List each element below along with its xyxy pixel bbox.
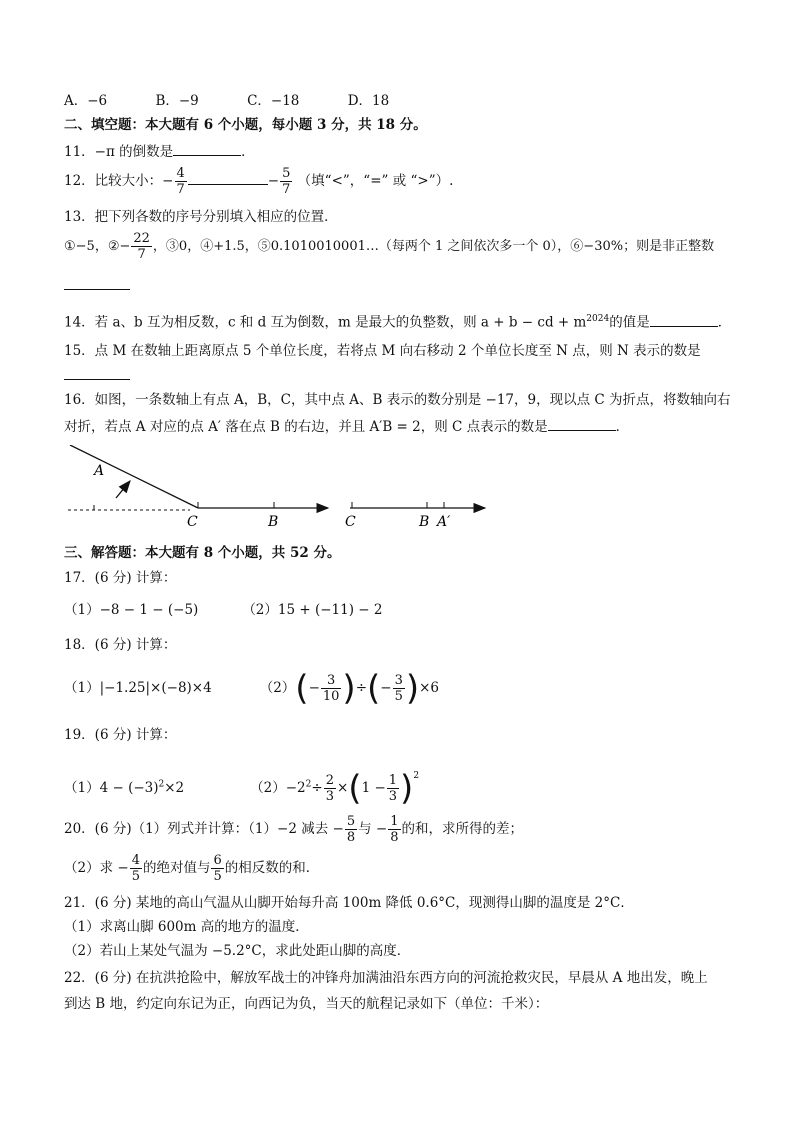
q18-post: ×6 xyxy=(419,680,440,696)
q14-post: 的值是 xyxy=(609,314,650,331)
denominator: 10 xyxy=(322,689,340,704)
numerator: 22 xyxy=(133,231,150,246)
question-16-line1: 16．如图，一条数轴上有点 A，B，C，其中点 A、B 表示的数分别是 −17，9，现以点 C 为折点，将数轴向右 xyxy=(64,392,731,408)
denominator: 3 xyxy=(325,789,334,804)
q11-end: ． xyxy=(241,144,255,160)
q20-l1-pre: 20．(6 分)（1）列式并计算：（1）−2 减去 − xyxy=(64,821,344,837)
numerator: 5 xyxy=(346,814,356,829)
numerator: 1 xyxy=(390,814,399,829)
question-13-line2 xyxy=(64,230,714,264)
fraction xyxy=(175,166,187,197)
q18-part-1: （1）|−1.25|×(−8)×4 xyxy=(64,680,212,696)
q20-line2 xyxy=(64,851,319,885)
left-paren: ( xyxy=(295,668,309,709)
right-paren: ) xyxy=(342,668,356,709)
right-paren: ) xyxy=(405,668,420,709)
q13-part-a: ①−5，②− xyxy=(64,239,131,254)
fold-arrow xyxy=(116,481,130,498)
q19-part-2-pre: （2）−2 xyxy=(250,780,306,796)
fraction xyxy=(393,673,405,704)
q16-text: 对折，若点 A 对应的点 A′ 落在点 B 的右边，并且 A′B = 2，则 C 点表示的数是 xyxy=(64,419,548,435)
fraction xyxy=(388,814,400,845)
denominator: 3 xyxy=(388,789,398,804)
question-16-line2 xyxy=(64,416,629,436)
q21-line1: 21．(6 分) 某地的高山气温从山脚开始每升高 100m 降低 0.6°C，现测得山脚的温度是 2°C． xyxy=(64,895,634,911)
denominator: 5 xyxy=(213,869,222,884)
fraction xyxy=(324,773,336,804)
denominator: 8 xyxy=(346,830,356,845)
q17-part-2: （2）15 + (−11) − 2 xyxy=(242,602,383,618)
label-a: A xyxy=(94,463,105,479)
choice-a: A．−6 xyxy=(64,93,108,109)
question-14 xyxy=(64,310,731,332)
numerator: 4 xyxy=(131,853,140,868)
raised-segment xyxy=(70,445,198,508)
answer-blank xyxy=(650,312,718,327)
q12-pre: 12．比较大小：− xyxy=(64,173,174,189)
choice-c: C．−18 xyxy=(247,93,300,109)
q19-parts xyxy=(64,756,419,808)
fraction xyxy=(130,853,142,884)
denominator: 7 xyxy=(176,182,185,197)
fraction xyxy=(131,231,152,262)
q21-line2: （1）求离山脚 600m 高的地方的温度． xyxy=(64,919,309,935)
q13-part-b: ，③0，④+1.5，⑤0.1010010001…（每两个 1 之间依次多一个 0），⑥−30%；则是非正整数 xyxy=(152,239,715,254)
fraction xyxy=(345,814,357,845)
fraction xyxy=(387,773,399,804)
q20-l1-mid: 与 − xyxy=(358,821,388,837)
left-paren: ( xyxy=(348,768,362,809)
q12-mid: − xyxy=(267,173,280,189)
number-line-figure xyxy=(60,445,500,535)
q14-exponent: 2024 xyxy=(586,314,610,324)
exponent: 2 xyxy=(158,779,165,790)
choice-d: D．18 xyxy=(347,93,390,109)
numerator: 3 xyxy=(321,673,342,689)
q18-part-2-label: （2） xyxy=(259,680,296,696)
q20-line1 xyxy=(64,812,523,846)
fraction xyxy=(321,673,342,704)
one-minus: 1 − xyxy=(361,780,386,796)
q12-post: （填“<”，“=” 或 “>”）. xyxy=(297,173,454,189)
section-2-heading: 二、填空题：本大题有 6 个小题，每小题 3 分，共 18 分。 xyxy=(64,117,427,133)
q18-title: 18．(6 分) 计算： xyxy=(64,637,177,653)
denominator: 7 xyxy=(282,182,291,197)
q18-parts: （1）|−1.25|×(−8)×4 （2）(− $\frac{3}{10}$ )÷(− $\frac{3}{5}$ )×6 xyxy=(64,668,440,709)
times-sign: × xyxy=(336,780,349,796)
q20-l2-mid: 的绝对值与 xyxy=(142,860,211,876)
numerator: 1 xyxy=(388,773,398,788)
numerator: 4 xyxy=(176,166,185,181)
answer-blank xyxy=(548,416,616,431)
q14-text: 14．若 a、b 互为相反数，c 和 d 互为倒数，m 是最大的负整数，则 a + b − cd + m xyxy=(64,314,587,331)
fraction xyxy=(280,166,292,197)
question-11 xyxy=(64,141,255,161)
label-c2: C xyxy=(345,514,356,530)
choice-b: B．−9 xyxy=(155,93,199,109)
question-15: 15．点 M 在数轴上距离原点 5 个单位长度，若将点 M 向右移动 2 个单位长度至 N 点，则 N 表示的数是 xyxy=(64,343,701,359)
numerator: 2 xyxy=(325,773,334,788)
q16-end: ． xyxy=(615,419,630,435)
label-c: C xyxy=(187,514,198,530)
numerator: 6 xyxy=(213,853,222,868)
denominator: 7 xyxy=(137,247,146,262)
answer-blank xyxy=(173,141,241,156)
q19-part-1-post: ×2 xyxy=(164,780,185,796)
q20-l2-post: 的相反数的和． xyxy=(224,860,320,876)
label-b: B xyxy=(268,514,279,530)
denominator: 8 xyxy=(390,830,399,845)
q17-title: 17．(6 分) 计算： xyxy=(64,570,177,586)
q14-end: ． xyxy=(717,314,732,331)
q21-line3: （2）若山上某处气温为 −5.2°C，求此处距山脚的高度． xyxy=(64,943,411,959)
label-a-prime: A′ xyxy=(437,514,451,530)
q17-parts xyxy=(64,601,382,619)
divide-sign: ÷ xyxy=(311,780,323,796)
section-3-heading: 三、解答题：本大题有 8 个小题，共 52 分。 xyxy=(64,545,341,561)
question-12 xyxy=(64,164,453,198)
denominator: 5 xyxy=(131,869,140,884)
q19-part-1: （1）4 − (−3) xyxy=(64,780,159,796)
answer-blank xyxy=(64,275,130,290)
divide-sign: ÷ xyxy=(355,680,367,696)
q22-line1: 22．(6 分) 在抗洪抢险中，解放军战士的冲锋舟加满油沿东西方向的河流抢救灾民，早晨从 A 地出发，晚上 xyxy=(64,970,708,986)
exponent: 2 xyxy=(413,771,420,781)
q20-l1-post: 的和，求所得的差； xyxy=(401,821,523,837)
label-b2: B xyxy=(419,514,430,530)
numerator: 5 xyxy=(282,166,291,181)
left-paren: ( xyxy=(367,668,381,709)
denominator: 5 xyxy=(394,689,403,704)
question-13-line1: 13．把下列各数的序号分别填入相应的位置． xyxy=(64,209,338,225)
answer-blank xyxy=(188,170,268,185)
choices-row xyxy=(64,92,389,110)
q19-title: 19．(6 分) 计算： xyxy=(64,727,177,743)
q22-line2: 到达 B 地，约定向东记为正，向西记为负，当天的航程记录如下（单位：千米）： xyxy=(64,996,549,1012)
q20-l2-pre: （2）求 − xyxy=(64,860,129,876)
numerator: 3 xyxy=(394,673,403,688)
q15-blank-line xyxy=(64,365,130,385)
q13-blank-line xyxy=(64,275,130,295)
right-paren: ) xyxy=(400,768,414,809)
fraction xyxy=(211,853,223,884)
q11-text: 11．−π 的倒数是 xyxy=(64,144,174,160)
answer-blank xyxy=(64,365,130,380)
q17-part-1: （1）−8 − 1 − (−5) xyxy=(64,602,199,618)
exponent: 2 xyxy=(305,779,312,790)
